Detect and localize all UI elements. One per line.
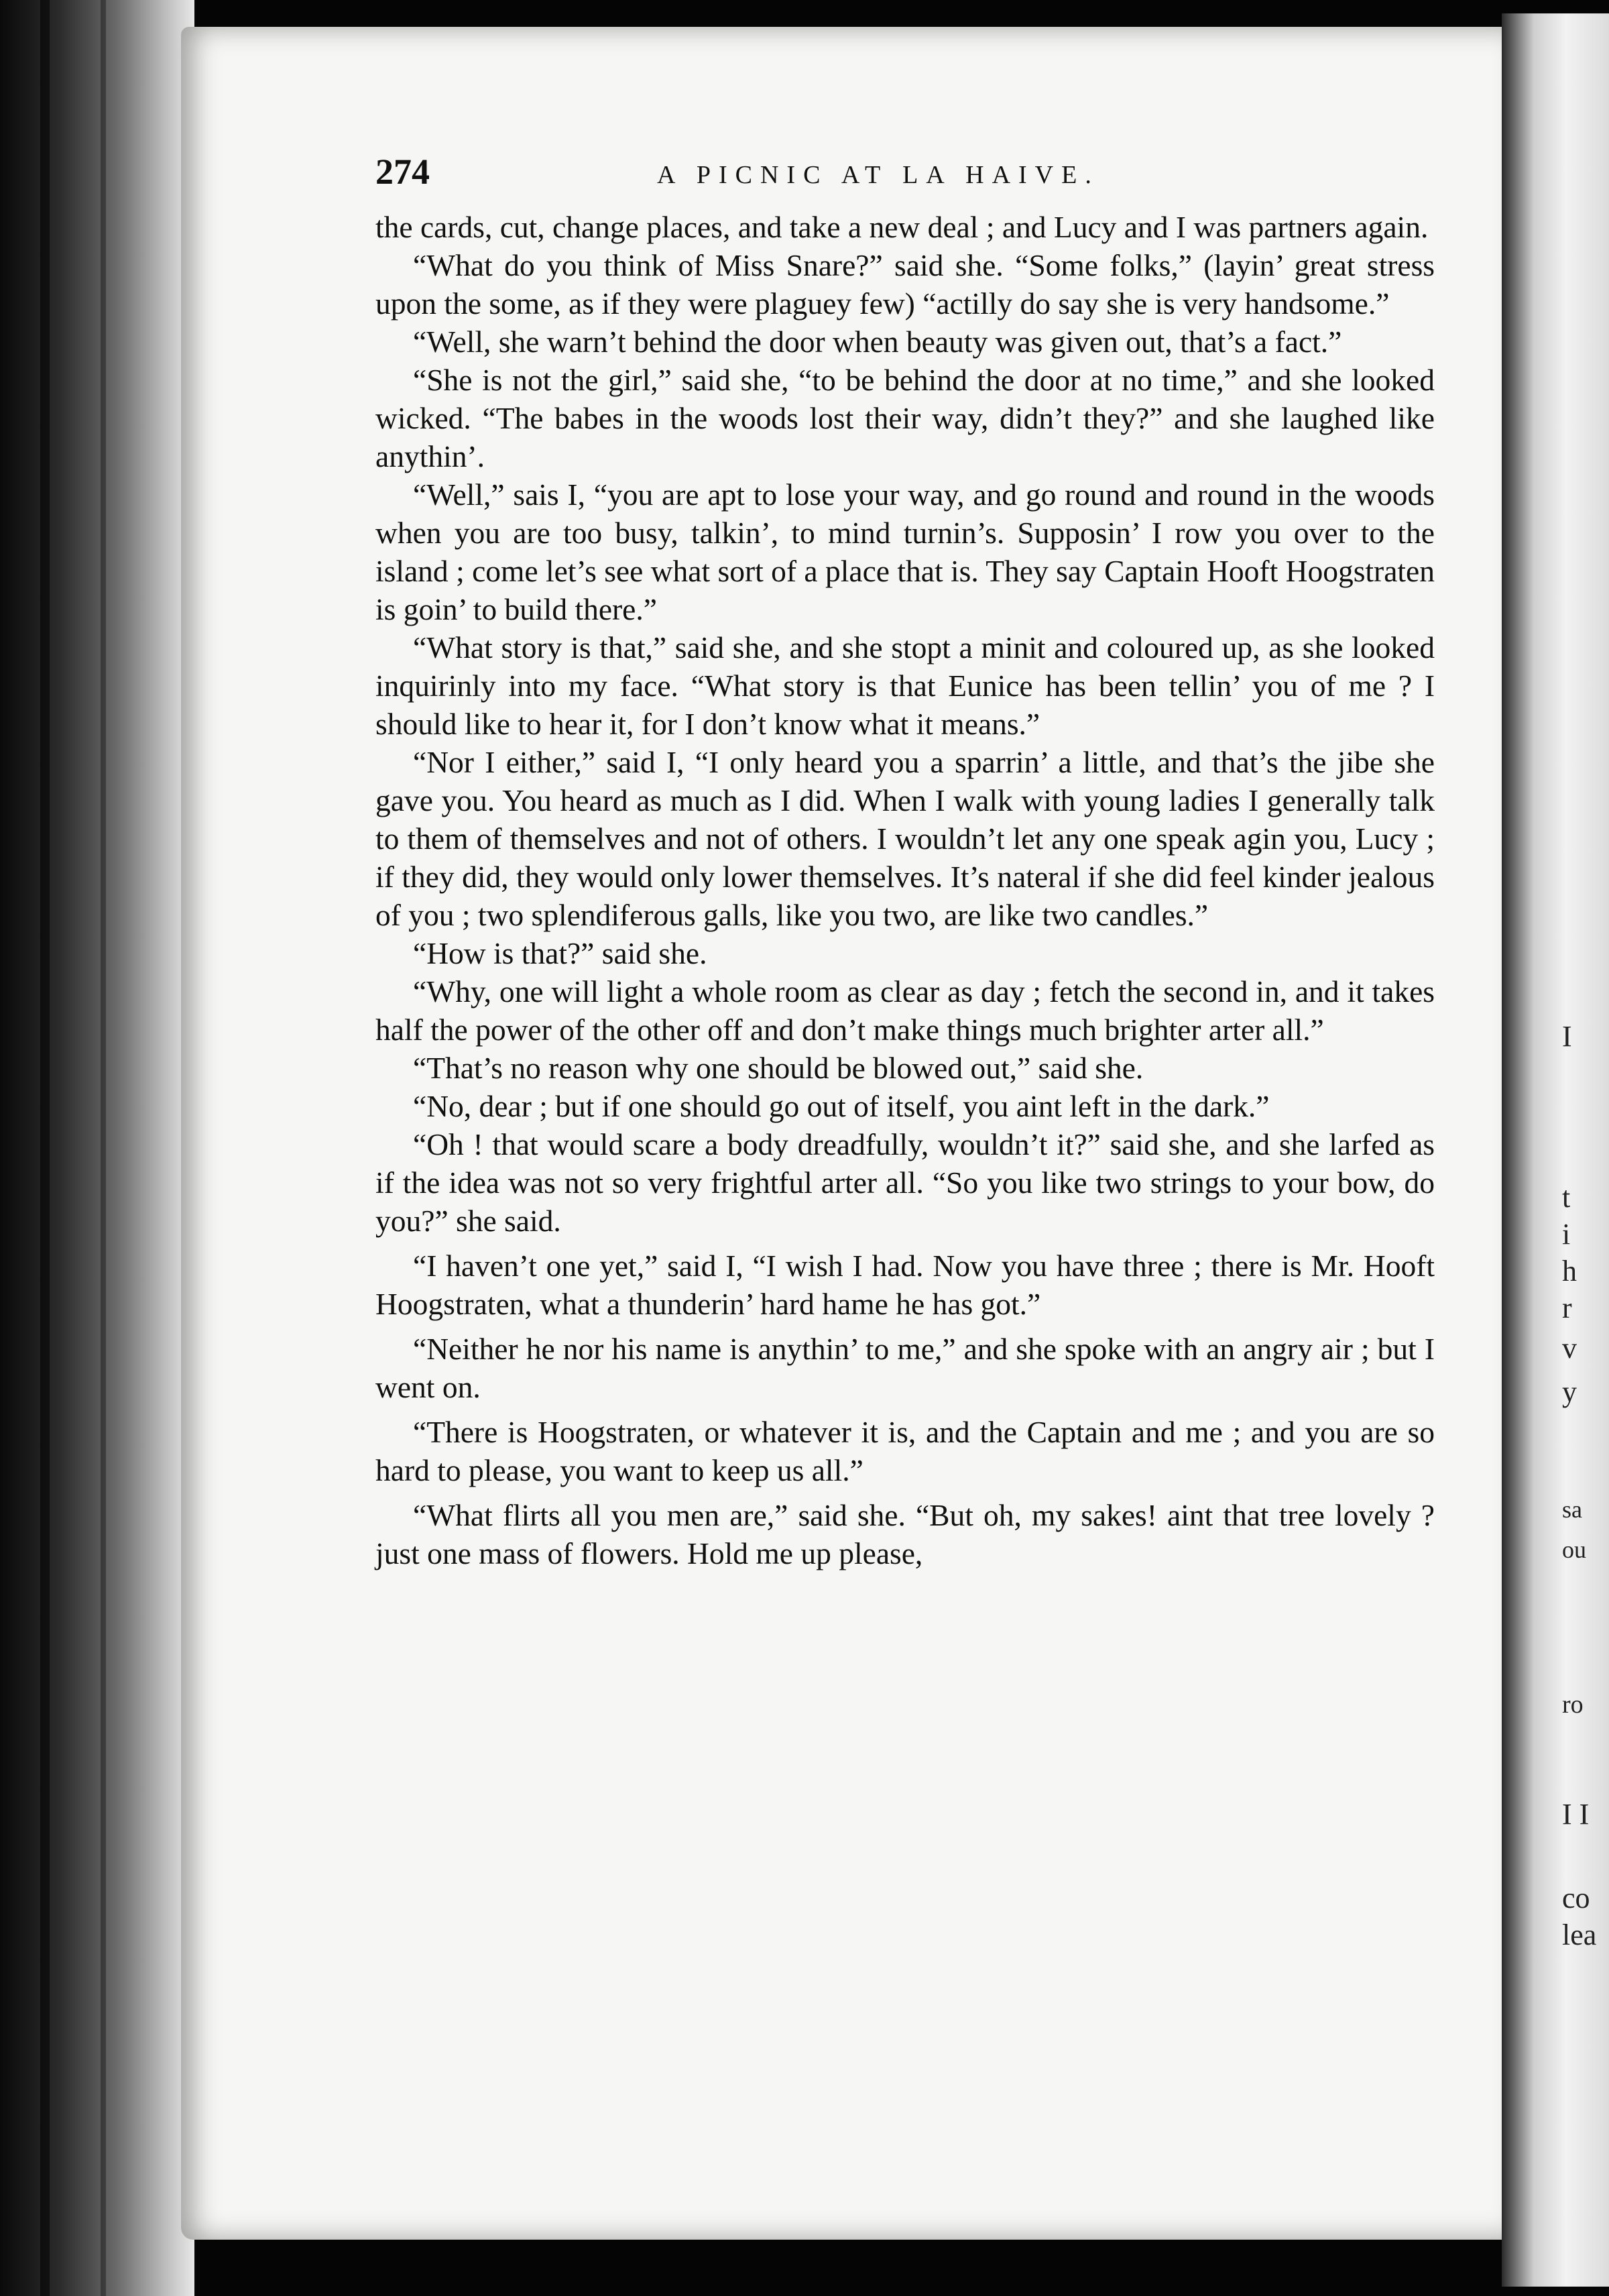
- facing-page-fragment: co: [1562, 1882, 1590, 1914]
- facing-page-fragment: I: [1562, 1020, 1572, 1053]
- facing-page-fragment: t: [1562, 1181, 1571, 1214]
- book-gutter: [0, 0, 194, 2296]
- paragraph: “Neither he nor his name is anythin’ to me,” and she spoke with an angry air ; but I went on.: [375, 1332, 1435, 1404]
- paragraph: “Well,” sais I, “you are apt to lose your way, and go round and round in the woods when you are too busy, talkin’, to mind turnin’s. Supposin’ I row you over to the island ; come let’s see what sort of a place that is. They say Captain Hooft Hoogstraten is goin’ to build there.”: [375, 477, 1435, 626]
- gutter-shadow: [40, 0, 50, 2296]
- paragraph: “Oh ! that would scare a body dreadfully, wouldn’t it?” said she, and she larfed as if the idea was not so very frightful arter all. “So you like two strings to your bow, do you?” she said.: [375, 1127, 1435, 1238]
- facing-page-fragment: ro: [1562, 1690, 1584, 1719]
- paragraph: “What do you think of Miss Snare?” said she. “Some folks,” (layin’ great stress upon the some, as if they were plaguey few) “actilly do say she is very handsome.”: [375, 248, 1435, 321]
- paragraph: “What story is that,” said she, and she stopt a minit and coloured up, as she looked inquirinly into my face. “What story is that Eunice has been tellin’ you of me ? I should like to hear it, for I don’t know what it means.”: [375, 630, 1435, 741]
- paragraph: the cards, cut, change places, and take a new deal ; and Lucy and I was partners again.: [375, 210, 1429, 244]
- paragraph: “She is not the girl,” said she, “to be behind the door at no time,” and she looked wicked. “The babes in the woods lost their way, didn’t they?” and she laughed like anythin’.: [375, 363, 1435, 473]
- facing-page-fragment: y: [1562, 1375, 1577, 1408]
- facing-page-fragment: lea: [1562, 1918, 1597, 1951]
- paragraph: “Why, one will light a whole room as clear as day ; fetch the second in, and it takes half the power of the other off and don’t make things much brighter arter all.”: [375, 974, 1435, 1047]
- facing-page-fragment: sa: [1562, 1496, 1582, 1523]
- paragraph: “I haven’t one yet,” said I, “I wish I had. Now you have three ; there is Mr. Hooft Hoogstraten, what a thunderin’ hard hame he has got.”: [375, 1249, 1435, 1321]
- facing-page-fragment: i: [1562, 1218, 1571, 1251]
- facing-page-fragment: I I: [1562, 1798, 1590, 1831]
- page-number: 274: [375, 152, 430, 192]
- facing-page-fragment: ou: [1562, 1536, 1586, 1563]
- page-header: [375, 151, 1435, 198]
- page-body: [375, 208, 1435, 1572]
- paragraph: “How is that?” said she.: [413, 936, 707, 970]
- paragraph: “That’s no reason why one should be blowed out,” said she.: [413, 1051, 1144, 1085]
- gutter-shadow: [101, 0, 106, 2296]
- facing-page-fragment: v: [1562, 1332, 1577, 1365]
- paragraph: “No, dear ; but if one should go out of itself, you aint left in the dark.”: [413, 1089, 1270, 1123]
- paragraph: “Nor I either,” said I, “I only heard you a sparrin’ a little, and that’s the jibe she gave you. You heard as much as I did. When I walk with young ladies I generally talk to them of themselves and not of others. I wouldn’t let any one speak agin you, Lucy ; if they did, they would only lower themselves. It’s nateral if she did feel kinder jealous of you ; two splendiferous galls, like you two, are like two candles.”: [375, 745, 1435, 932]
- running-head: A PICNIC AT LA HAIVE.: [657, 161, 1099, 189]
- paragraph: “What flirts all you men are,” said she. “But oh, my sakes! aint that tree lovely ? just one mass of flowers. Hold me up please,: [375, 1498, 1435, 1570]
- facing-page-fragment: h: [1562, 1255, 1577, 1287]
- paragraph: “There is Hoogstraten, or whatever it is, and the Captain and me ; and you are so hard to please, you want to keep us all.”: [375, 1415, 1435, 1487]
- paragraph: “Well, she warn’t behind the door when beauty was given out, that’s a fact.”: [413, 325, 1342, 359]
- facing-page-fragment: r: [1562, 1292, 1572, 1324]
